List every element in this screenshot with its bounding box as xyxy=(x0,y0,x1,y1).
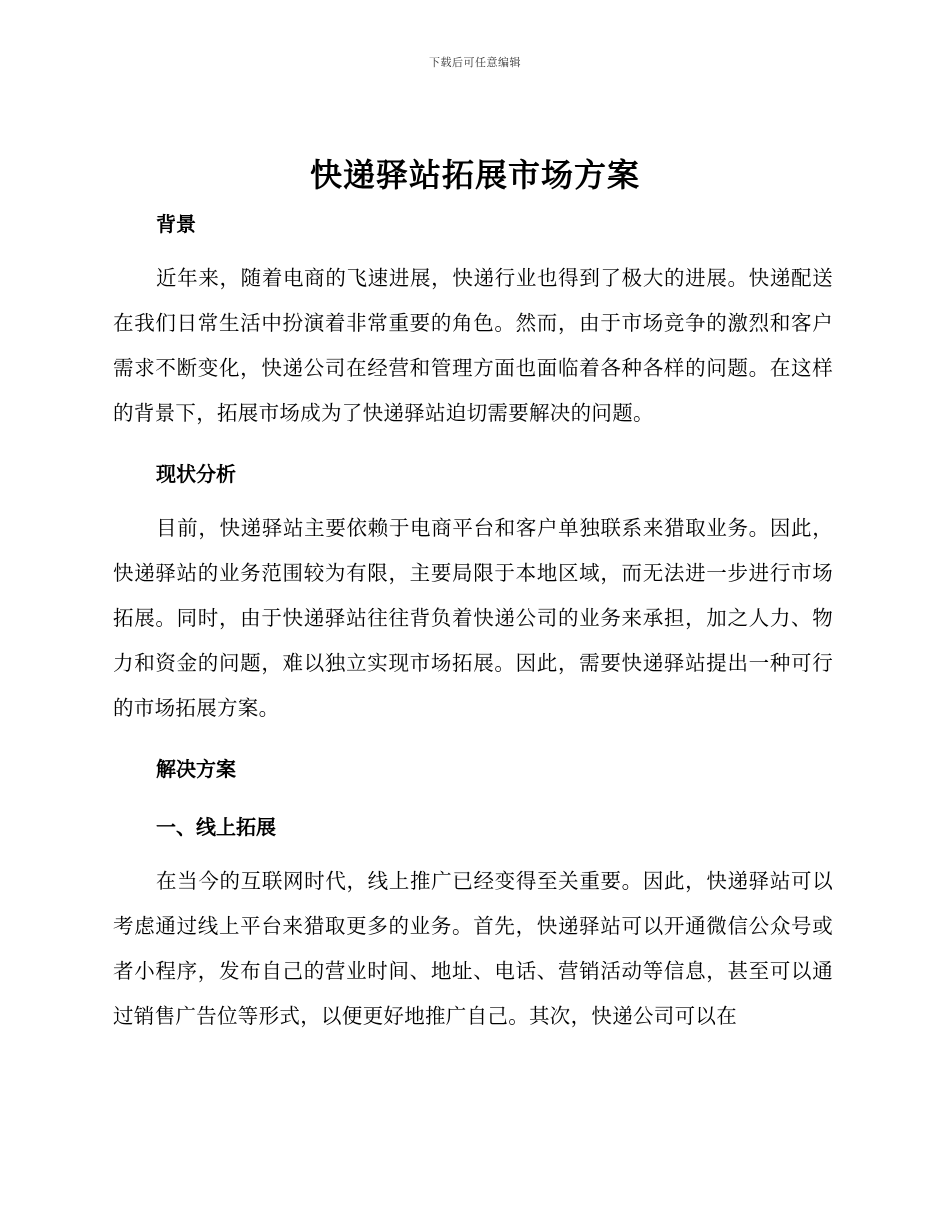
header-note: 下载后可任意编辑 xyxy=(429,56,521,69)
paragraph-background: 近年来，随着电商的飞速进展，快递行业也得到了极大的进展。快递配送在我们日常生活中扮演着非常重要的角色。然而，由于市场竞争的激烈和客户需求不断变化，快递公司在经营和管理方面也面临着各种各样的问题。在这样的背景下，拓展市场成为了快递驿站迫切需要解决的问题。 xyxy=(113,266,833,425)
section-heading-status-analysis: 现状分析 xyxy=(156,462,236,486)
section-heading-background: 背景 xyxy=(156,212,196,236)
section-heading-solution: 解决方案 xyxy=(156,757,236,781)
paragraph-status-analysis: 目前，快递驿站主要依赖于电商平台和客户单独联系来猎取业务。因此，快递驿站的业务范围较为有限，主要局限于本地区域，而无法进一步进行市场拓展。同时，由于快递驿站往往背负着快递公司的业务来承担，加之人力、物力和资金的问题，难以独立实现市场拓展。因此，需要快递驿站提出一种可行的市场拓展方案。 xyxy=(113,516,833,720)
paragraph-online-expansion: 在当今的互联网时代，线上推广已经变得至关重要。因此，快递驿站可以考虑通过线上平台来猎取更多的业务。首先，快递驿站可以开通微信公众号或者小程序，发布自己的营业时间、地址、电话、营销活动等信息，甚至可以通过销售广告位等形式，以便更好地推广自己。其次，快递公司可以在 xyxy=(113,869,833,1028)
document-title: 快递驿站拓展市场方案 xyxy=(309,156,640,194)
section-heading-online-expansion: 一、线上拓展 xyxy=(156,815,276,839)
